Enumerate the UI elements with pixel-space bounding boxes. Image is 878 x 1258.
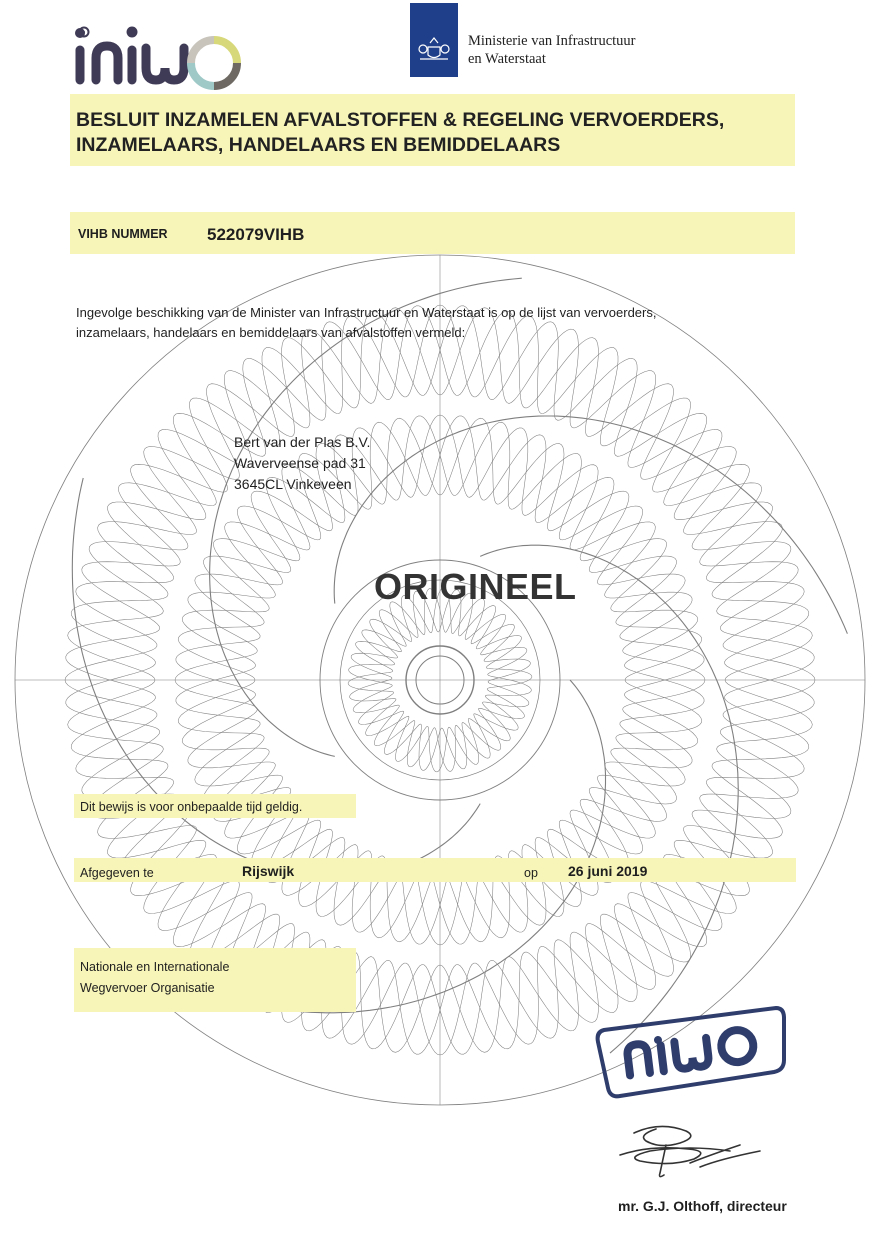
document-title-line1: BESLUIT INZAMELEN AFVALSTOFFEN & REGELING VERVOERDERS, — [76, 109, 725, 131]
origineel-watermark: ORIGINEEL — [374, 566, 577, 607]
ministry-name-line2: en Waterstaat — [468, 51, 546, 67]
organisation-line2: Wegvervoer Organisatie — [80, 981, 215, 995]
registrant-city: 3645CL Vinkeveen — [234, 476, 352, 492]
issued-place: Rijswijk — [242, 863, 295, 879]
registrant-street: Waverveense pad 31 — [234, 455, 366, 471]
intro-text — [76, 303, 716, 343]
signer-name: mr. G.J. Olthoff, directeur — [618, 1198, 787, 1214]
vihb-band — [70, 212, 795, 254]
handwritten-signature — [590, 1115, 790, 1185]
ministry-emblem — [410, 3, 458, 77]
validity-text: Dit bewijs is voor onbepaalde tijd geldig. — [80, 800, 303, 814]
issued-label: Afgegeven te — [80, 866, 154, 880]
signature — [590, 1115, 790, 1185]
issued-date: 26 juni 2019 — [568, 863, 648, 879]
vihb-number: 522079VIHB — [207, 225, 305, 244]
coat-of-arms-icon — [410, 3, 458, 77]
organisation-line1: Nationale en Internationale — [80, 960, 230, 974]
ministry-name — [468, 32, 636, 68]
niwo-logo-mark — [74, 22, 244, 92]
intro-line1: Ingevolge beschikking van de Minister van Infrastructuur en Waterstaat is op de lijst van vervoerders, — [76, 305, 657, 320]
issued-on-label: op — [524, 866, 538, 880]
ministry-name-line1: Ministerie van Infrastructuur — [468, 33, 636, 49]
registrant-name: Bert van der Plas B.V. — [234, 434, 371, 450]
document-title-line2: INZAMELAARS, HANDELAARS EN BEMIDDELAARS — [76, 134, 561, 156]
niwo-stamp-frame — [590, 1000, 790, 1100]
niwo-stamp — [590, 1000, 790, 1100]
intro-line2: inzamelaars, handelaars en bemiddelaars van afvalstoffen vermeld: — [76, 325, 466, 340]
issuing-organisation — [80, 957, 229, 999]
registrant-address — [234, 432, 370, 495]
document-title — [76, 108, 724, 158]
niwo-logo — [74, 22, 244, 92]
niwo-stamp-text — [590, 1000, 592, 1001]
issued-band — [74, 858, 796, 882]
vihb-label: VIHB NUMMER — [78, 227, 168, 241]
